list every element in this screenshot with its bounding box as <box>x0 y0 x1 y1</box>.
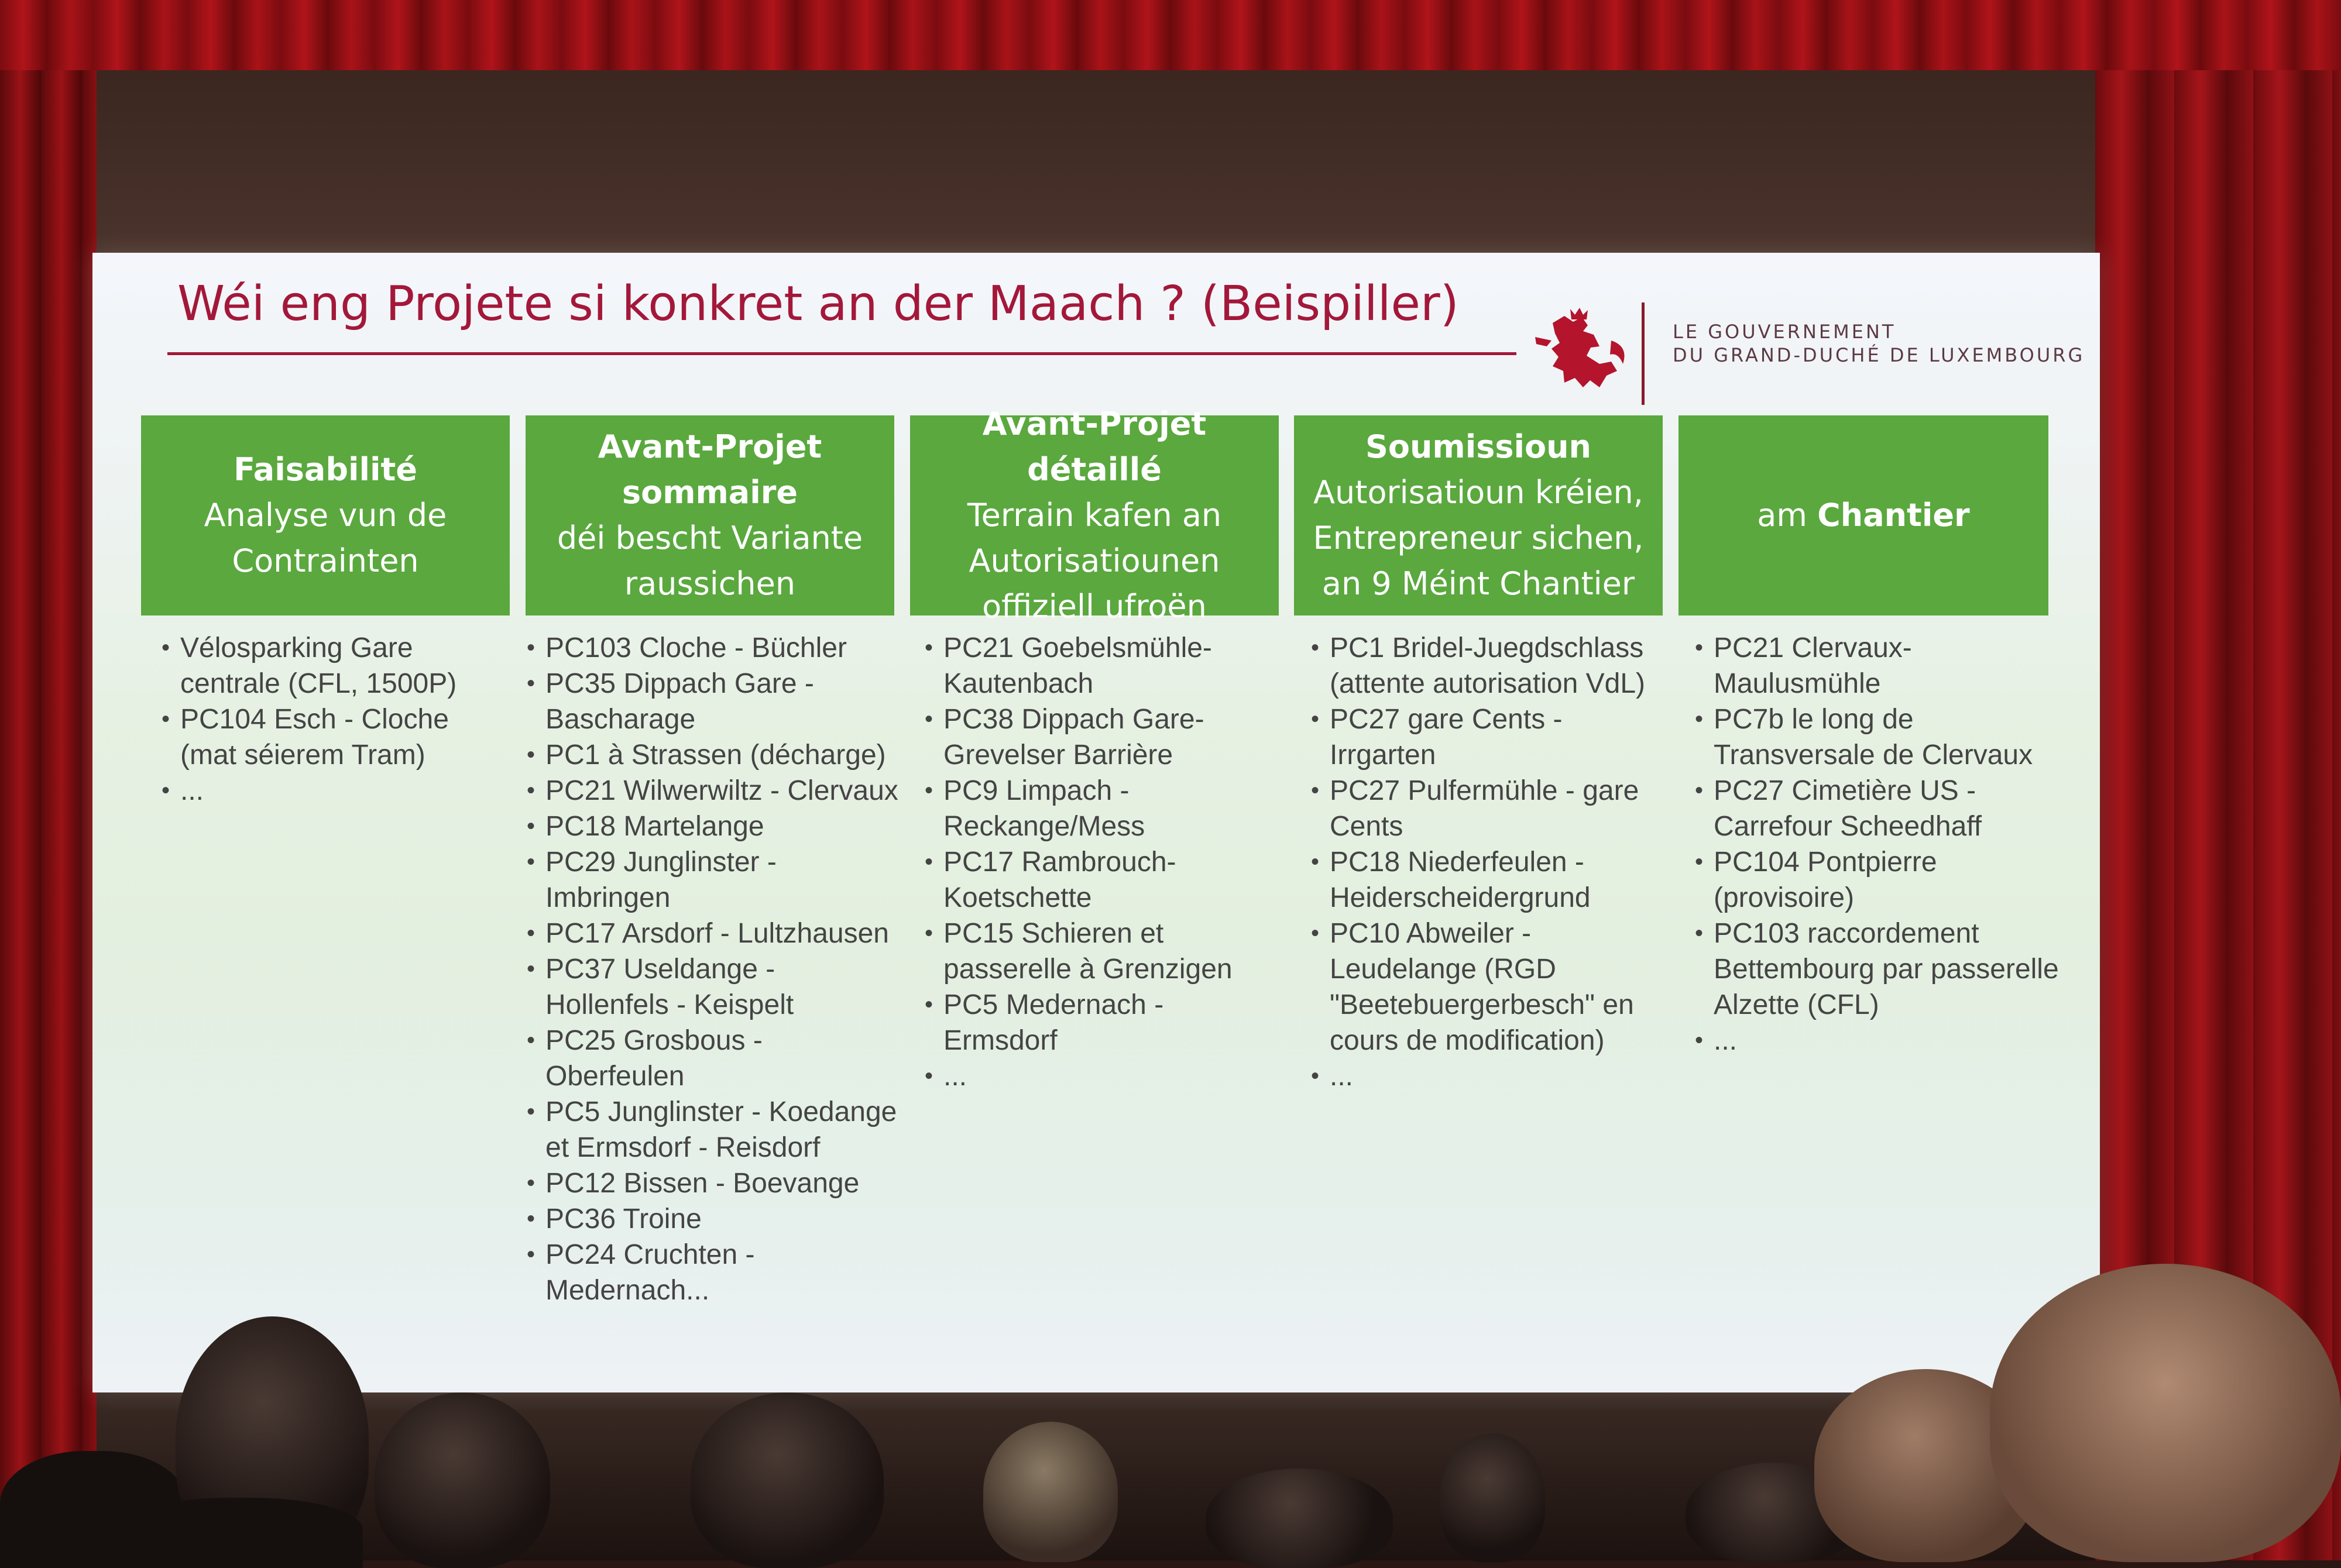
project-item: • PC1 à Strassen (décharge) <box>527 737 901 773</box>
project-list-faisabilite <box>162 630 513 809</box>
project-item: • PC29 Junglinster - Imbringen <box>527 844 901 916</box>
project-item: • PC21 Goebelsmühle-Kautenbach <box>925 630 1276 702</box>
column-header-subtitle: déi bescht Variante raussichen <box>557 520 863 602</box>
logo-divider <box>1642 302 1645 405</box>
project-item: • PC21 Clervaux-Maulusmühle <box>1695 630 2069 702</box>
project-item: • PC5 Medernach - Ermsdorf <box>925 987 1276 1058</box>
audience-member <box>117 1498 363 1568</box>
project-list-avant-projet-detaille <box>925 630 1276 1094</box>
column-header-soumissioun <box>1294 415 1663 615</box>
project-item: • PC21 Wilwerwiltz - Clervaux <box>527 773 901 809</box>
column-header-avant-projet-sommaire <box>526 415 894 615</box>
logo-line-2: DU GRAND-DUCHÉ DE LUXEMBOURG <box>1673 344 2085 366</box>
stage-curtain-left <box>0 70 97 1560</box>
project-item: • ... <box>162 773 513 809</box>
project-item: • PC17 Arsdorf - Lultzhausen <box>527 916 901 951</box>
project-list-chantier <box>1695 630 2069 1058</box>
project-item: • PC104 Esch - Cloche (mat séierem Tram) <box>162 702 513 773</box>
project-list-avant-projet-sommaire <box>527 630 901 1308</box>
project-item: • PC36 Troine <box>527 1201 901 1237</box>
column-header-subtitle: Autorisatioun kréien, Entrepreneur sichen, an 9 Méint Chantier <box>1313 474 1644 602</box>
audience-head <box>1440 1433 1545 1562</box>
project-item: • PC7b le long de Transversale de Clervaux <box>1695 702 2069 773</box>
project-item: • PC104 Pontpierre (provisoire) <box>1695 844 2069 916</box>
project-item: • ... <box>925 1058 1276 1094</box>
project-item: • PC17 Rambrouch-Koetschette <box>925 844 1276 916</box>
column-header-chantier <box>1678 415 2048 615</box>
project-item: • PC15 Schieren et passerelle à Grenzigen <box>925 916 1276 987</box>
government-logo-text <box>1673 320 2094 367</box>
column-header-prefix: am <box>1757 497 1818 534</box>
project-item: • PC18 Martelange <box>527 809 901 844</box>
audience-head <box>691 1392 884 1568</box>
project-item: • ... <box>1695 1023 2069 1058</box>
project-item: • PC25 Grosbous - Oberfeulen <box>527 1023 901 1094</box>
project-item: • PC27 Pulfermühle - gare Cents <box>1311 773 1668 844</box>
project-item: • PC18 Niederfeulen - Heiderscheidergrund <box>1311 844 1668 916</box>
project-item: • PC10 Abweiler - Leudelange (RGD "Beetebuergerbesch" en cours de modification) <box>1311 916 1668 1058</box>
audience-head <box>1990 1264 2341 1562</box>
project-item: • PC24 Cruchten - Medernach... <box>527 1237 901 1308</box>
title-underline <box>167 352 1516 355</box>
slide-title: Wéi eng Projete si konkret an der Maach ? (Beispiller) <box>177 276 1459 332</box>
column-header-title: Avant-Projet détaillé <box>982 405 1207 488</box>
column-header-title: Faisabilité <box>234 451 417 488</box>
project-item: • PC103 raccordement Bettembourg par passerelle Alzette (CFL) <box>1695 916 2069 1023</box>
project-item: • ... <box>1311 1058 1668 1094</box>
stage-wall <box>97 70 2095 257</box>
project-item: • PC5 Junglinster - Koedange et Ermsdorf - Reisdorf <box>527 1094 901 1165</box>
project-item: • PC9 Limpach - Reckange/Mess <box>925 773 1276 844</box>
project-item: • PC35 Dippach Gare - Bascharage <box>527 666 901 737</box>
project-item: • PC38 Dippach Gare-Grevelser Barrière <box>925 702 1276 773</box>
audience-head <box>1206 1469 1393 1568</box>
column-header-title: Soumissioun <box>1365 428 1591 465</box>
column-header-avant-projet-detaille <box>910 405 1279 625</box>
audience-head <box>983 1422 1118 1562</box>
logo-line-1: LE GOUVERNEMENT <box>1673 321 1896 343</box>
project-item: • PC27 Cimetière US - Carrefour Scheedhaff <box>1695 773 2069 844</box>
project-list-soumissioun <box>1311 630 1668 1094</box>
project-item: • PC1 Bridel-Juegdschlass (attente autorisation VdL) <box>1311 630 1668 702</box>
project-item: • PC103 Cloche - Büchler <box>527 630 901 666</box>
projected-slide <box>92 253 2100 1392</box>
project-item: • PC37 Useldange - Hollenfels - Keispelt <box>527 951 901 1023</box>
column-header-title: Chantier <box>1817 497 1970 534</box>
column-header-subtitle: Terrain kafen an Autorisatiounen offiziell ufroën <box>967 497 1222 625</box>
column-header-title: Avant-Projet sommaire <box>598 428 822 511</box>
project-item: • PC12 Bissen - Boevange <box>527 1165 901 1201</box>
project-item: • Vélosparking Gare centrale (CFL, 1500P) <box>162 630 513 702</box>
project-item: • PC27 gare Cents - Irrgarten <box>1311 702 1668 773</box>
audience-head <box>375 1392 550 1568</box>
column-header-faisabilite <box>141 415 510 615</box>
luxembourg-lion-icon <box>1529 305 1635 393</box>
column-header-subtitle: Analyse vun de Contrainten <box>204 497 447 579</box>
